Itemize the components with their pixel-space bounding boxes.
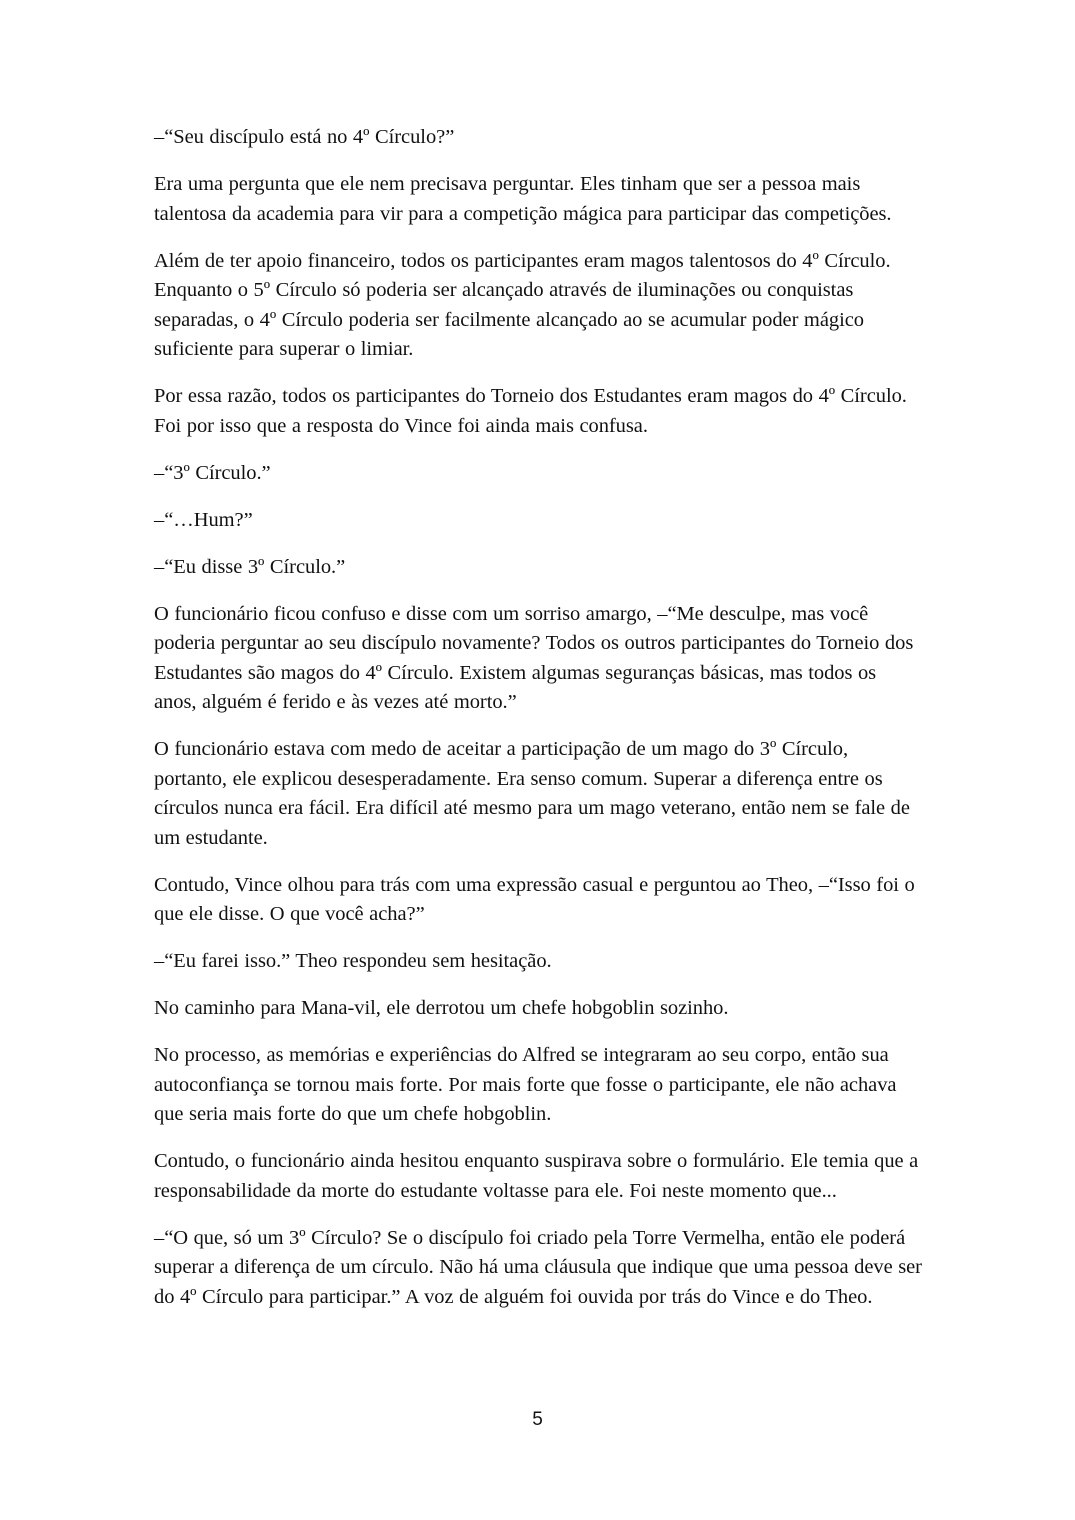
text-body [154,123,924,1330]
paragraph: Por essa razão, todos os participantes do Torneio dos Estudantes eram magos do 4º Círculo. Foi por isso que a resposta do Vince foi ainda mais confusa. [154,385,907,437]
paragraph: Contudo, Vince olhou para trás com uma expressão casual e perguntou ao Theo, –“Isso foi o que ele disse. O que você acha?” [154,873,915,925]
paragraph: –“3º Círculo.” [154,461,271,484]
paragraph: –“Eu farei isso.” Theo respondeu sem hesitação. [154,950,552,972]
paragraph: Contudo, o funcionário ainda hesitou enquanto suspirava sobre o formulário. Ele temia que a responsabilidade da morte do estudante voltasse para ele. Foi neste momento que... [154,1150,919,1202]
paragraph: No caminho para Mana-vil, ele derrotou um chefe hobgoblin sozinho. [154,997,729,1019]
paragraph: –“O que, só um 3º Círculo? Se o discípulo foi criado pela Torre Vermelha, então ele poderá superar a diferença de um círculo. Não há uma cláusula que indique que uma pessoa deve ser do 4º Círculo para participar.” A voz de alguém foi ouvida por trás do Vince e do Theo. [154,1226,922,1308]
paragraph: Era uma pergunta que ele nem precisava perguntar. Eles tinham que ser a pessoa mais talentosa da academia para vir para a competição mágica para participar das competições. [154,173,892,225]
paragraph: O funcionário estava com medo de aceitar a participação de um mago do 3º Círculo, portanto, ele explicou desesperadamente. Era senso comum. Superar a diferença entre os círculos nunca era fácil. Era difícil até mesmo para um mago veterano, então nem se fale de um estudante. [154,738,910,849]
paragraph: –“…Hum?” [154,508,253,531]
paragraph: No processo, as memórias e experiências do Alfred se integraram ao seu corpo, então sua autoconfiança se tornou mais forte. Por mais forte que fosse o participante, ele não achava que seria mais forte do que um chefe hobgoblin. [154,1044,897,1125]
paragraph: O funcionário ficou confuso e disse com um sorriso amargo, –“Me desculpe, mas você poderia perguntar ao seu discípulo novamente? Todos os outros participantes do Torneio dos Estudantes são magos do 4º Círculo. Existem algumas seguranças básicas, mas todos os anos, alguém é ferido e às vezes até morto.” [154,602,914,713]
paragraph: –“Seu discípulo está no 4º Círculo?” [154,126,455,148]
page-number: 5 [532,1409,543,1430]
paragraph: Além de ter apoio financeiro, todos os participantes eram magos talentosos do 4º Círculo. Enquanto o 5º Círculo só poderia ser alcançado através de iluminações ou conquistas separadas, o 4º Círculo poderia ser facilmente alcançado ao se acumular poder mágico suficiente para superar o limiar. [154,249,891,360]
paragraph: –“Eu disse 3º Círculo.” [154,555,346,578]
